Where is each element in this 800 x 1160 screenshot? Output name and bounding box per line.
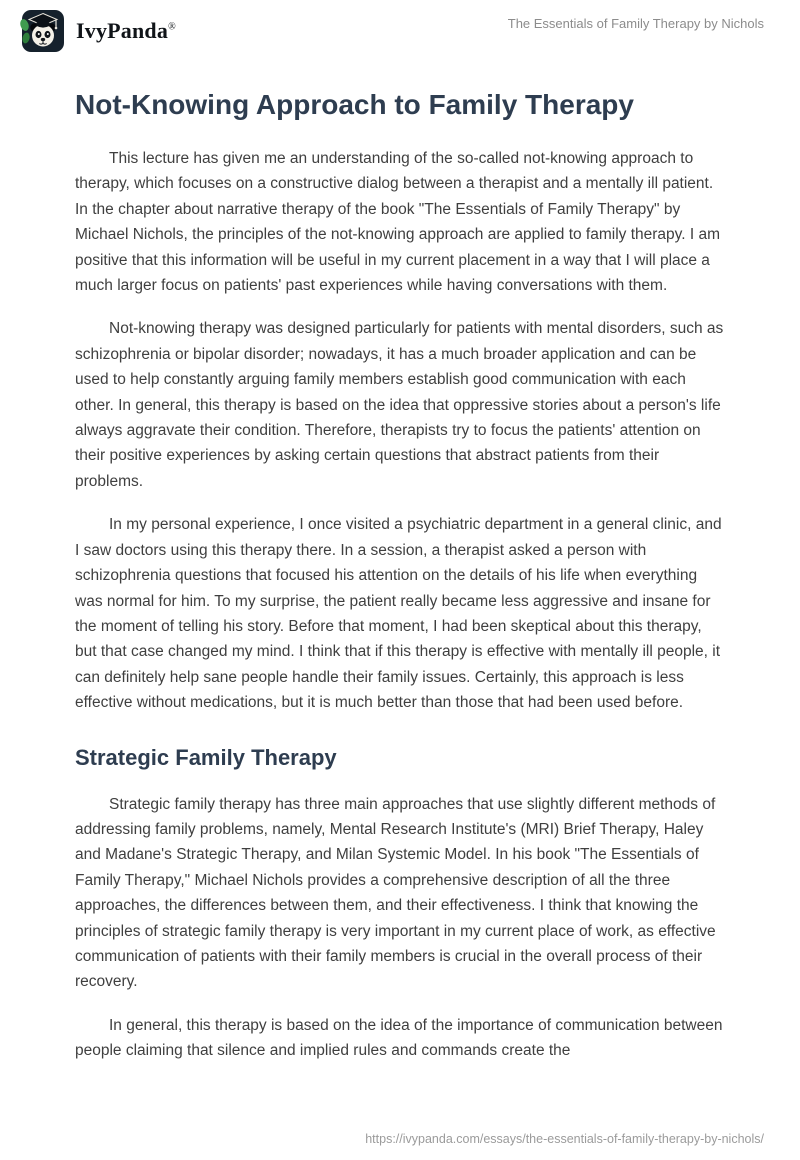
paragraph: In general, this therapy is based on the idea of the importance of communication between people claiming that silence and implied rules and commands create the	[75, 1016, 723, 1060]
brand-name: IvyPanda®	[76, 18, 176, 43]
footer-source-url: https://ivypanda.com/essays/the-essentials-of-family-therapy-by-nichols/	[365, 1132, 764, 1146]
registered-mark: ®	[168, 21, 176, 33]
paragraph: Strategic family therapy has three main approaches that use slightly different methods of addressing family problems, namely, Mental Research Institute's (MRI) Brief Therapy, Haley and Madane's Strategic Therapy, and Milan Systemic Model. In his book "The Essentials of Family Therapy," Michael Nichols provides a comprehensive description of all the three approaches, the differences between them, and their effectiveness. I think that knowing the principles of strategic family therapy is very important in my current place of work, as effective communication of patients with their family members is crucial in the overall process of their recovery.	[75, 795, 716, 991]
section-heading: Strategic Family Therapy	[75, 744, 337, 770]
page-header	[0, 0, 800, 54]
paragraph: Not-knowing therapy was designed particularly for patients with mental disorders, such as schizophrenia or bipolar disorder; nowadays, it has a much broader application and can be used to help constantly arguing family members establish good communication with each other. In general, this therapy is based on the idea that oppressive stories about a person's life always aggravate their condition. Therefore, therapists try to focus the patients' attention on their positive experiences by asking certain questions that abstract patients from their problems.	[75, 320, 724, 490]
document-title-header: The Essentials of Family Therapy by Nichols	[507, 16, 764, 31]
article-content	[0, 88, 800, 1064]
page-title: Not-Knowing Approach to Family Therapy	[75, 89, 634, 120]
paragraph: This lecture has given me an understanding of the so-called not-knowing approach to therapy, which focuses on a constructive dialog between a therapist and a mentally ill patient. In the chapter about narrative therapy of the book "The Essentials of Family Therapy" by Michael Nichols, the principles of the not-knowing approach are applied to family therapy. I am positive that this information will be useful in my current placement in a way that I will place a much larger focus on patients' past experiences while having conversations with them.	[75, 150, 721, 295]
paragraph: In my personal experience, I once visited a psychiatric department in a general clinic, and I saw doctors using this therapy there. In a session, a therapist asked a person with schizophrenia questions that focused his attention on the details of his life when everything was normal for him. To my surprise, the patient really became less aggressive and insane for the moment of telling his story. Before that moment, I had been skeptical about this therapy, but that case changed my mind. I think that if this therapy is effective with mentally ill people, it can definitely help sane people handle their family issues. Certainly, this approach is less effective without medications, but it is much better than those that had been used before.	[75, 516, 722, 712]
brand	[20, 8, 176, 54]
ivypanda-logo-icon	[20, 8, 66, 54]
